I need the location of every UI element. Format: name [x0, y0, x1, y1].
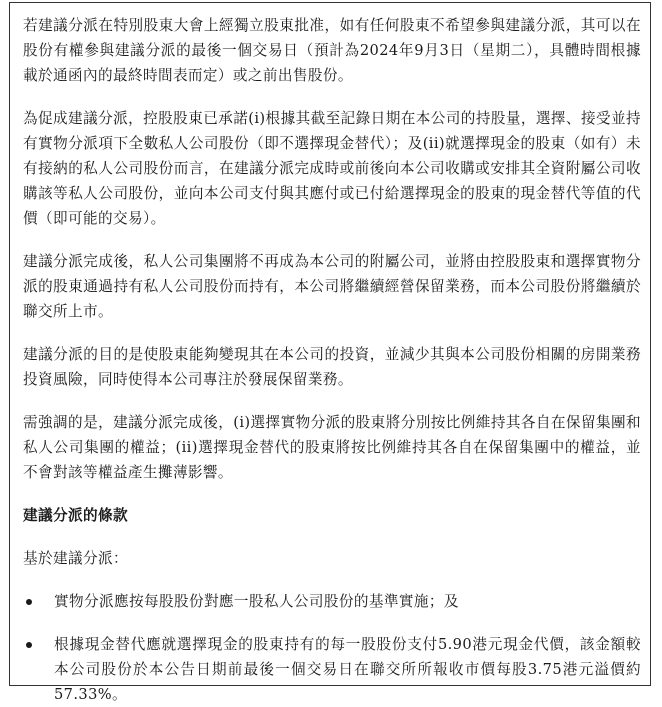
paragraph-shareholder-sale: 若建議分派在特別股東大會上經獨立股東批准，如有任何股東不希望參與建議分派，其可以在股份有權參與建議分派的最後一個交易日（預計為2024年9月3日（星期二），具體時間根據載於通函內的最終時間表而定）或之前出售股份。 — [23, 17, 641, 84]
list-item-text: 實物分派應按每股股份對應一股私人公司股份的基準實施；及 — [54, 593, 459, 610]
terms-list — [23, 589, 641, 707]
list-item — [23, 632, 641, 707]
section-heading: 建議分派的條款 — [23, 507, 128, 524]
list-item-text: 根據現金替代應就選擇現金的股東持有的每一股股份支付5.90港元現金代價，該金額較本公司股份於本公告日期前最後一個交易日在聯交所所報收市價每股3.75港元溢價約57.33%。 — [54, 636, 641, 703]
paragraph-emphasis: 需強調的是，建議分派完成後，(i)選擇實物分派的股東將分別按比例維持其各自在保留集團和私人公司集團的權益；(ii)選擇現金替代的股東將按比例維持其各自在保留集團中的權益，並不會對該等權益產生攤薄影響。 — [23, 414, 641, 481]
paragraph-purpose: 建議分派的目的是使股東能夠變現其在本公司的投資，並減少其與本公司股份相關的房開業務投資風險，同時使得本公司專注於發展保留業務。 — [23, 346, 641, 388]
paragraph-post-completion: 建議分派完成後，私人公司集團將不再成為本公司的附屬公司，並將由控股股東和選擇實物分派的股東通過持有私人公司股份而持有，本公司將繼續經營保留業務，而本公司股份將繼續於聯交所上市。 — [23, 253, 641, 320]
paragraph-controlling-undertaking: 為促成建議分派，控股股東已承諾(i)根據其截至記錄日期在本公司的持股量，選擇、接受並持有實物分派項下全數私人公司股份（即不選擇現金替代）；及(ii)就選擇現金的股東（如有）未有接納的私人公司股份而言，在建議分派完成時或前後向本公司收購或安排其全資附屬公司收購該等私人公司股份，並向本公司支付與其應付或已付給選擇現金的股東的現金替代等值的代價（即可能的交易）。 — [23, 110, 641, 227]
bullet-icon — [26, 599, 32, 605]
bullet-icon — [26, 642, 32, 648]
section-intro: 基於建議分派： — [23, 550, 128, 567]
document-body — [23, 13, 641, 707]
list-item — [23, 589, 641, 614]
